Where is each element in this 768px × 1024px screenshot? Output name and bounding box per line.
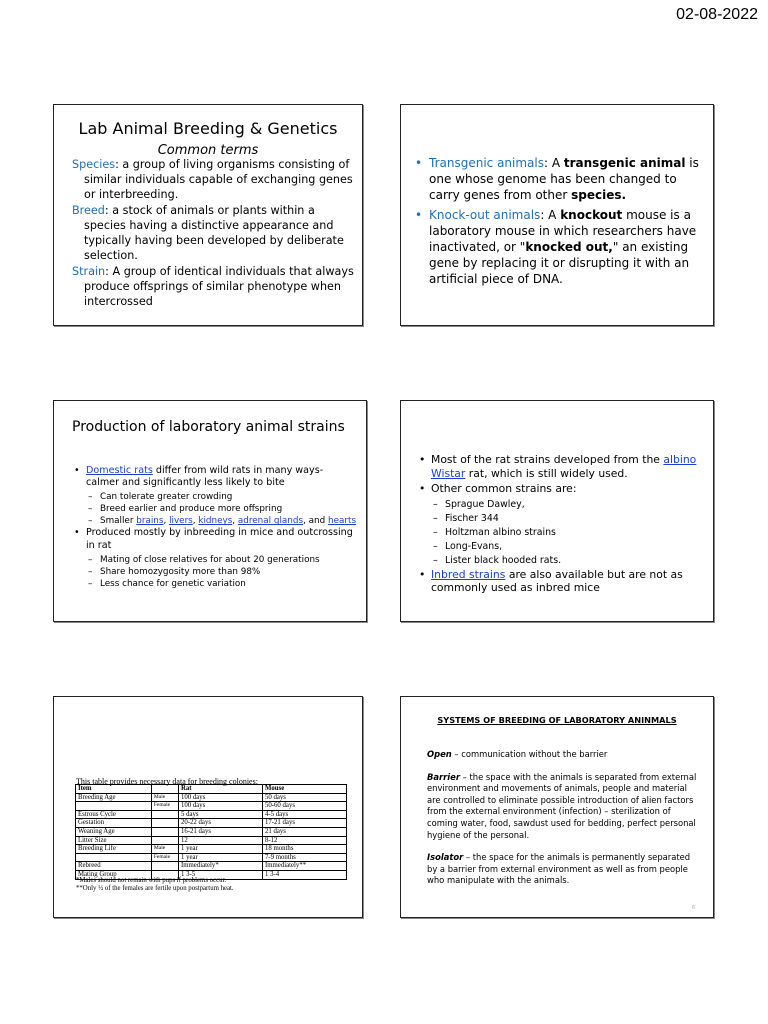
table-cell-item: Estrous Cycle — [76, 810, 152, 819]
table-cell-rat: 100 days — [178, 802, 262, 811]
system-term: Barrier — [427, 771, 460, 782]
dash-icon: – — [433, 512, 438, 524]
sub-text: Breed earlier and produce more offspring — [100, 504, 283, 515]
term-species — [72, 157, 354, 202]
bullet-text: are also available but are not as commonly used as inbred mice — [431, 567, 683, 594]
slide-subtitle: Common terms — [157, 143, 259, 158]
dash-icon: – — [433, 498, 438, 510]
bullet-wistar — [417, 453, 705, 480]
dash-icon: – — [433, 554, 438, 566]
link-kidneys[interactable]: kidneys — [198, 516, 233, 527]
sub-item — [72, 491, 358, 503]
bullet-text: Other common strains are: — [431, 482, 577, 495]
strain-name: Fischer 344 — [445, 512, 499, 524]
bullet-other-strains — [417, 482, 705, 496]
sub-text: Mating of close relatives for about 20 generations — [100, 554, 320, 565]
table-row — [76, 819, 347, 828]
dash-icon: – — [88, 554, 93, 565]
table-cell-item: Weaning Age — [76, 827, 152, 836]
sub-item — [72, 554, 358, 566]
slide-title: Production of laboratory animal strains — [72, 419, 345, 435]
document-date: 02-08-2022 — [676, 6, 758, 23]
bold-text: species. — [571, 188, 627, 202]
link-hearts[interactable]: hearts — [328, 516, 357, 527]
table-cell-mouse: 50-60 days — [262, 802, 346, 811]
slide-transgenic-knockout — [400, 104, 714, 326]
table-cell-mouse: 7-9 months — [262, 853, 346, 862]
strain-item — [417, 512, 705, 526]
breeding-data-table — [75, 784, 347, 880]
sub-text: Less chance for genetic variation — [100, 578, 246, 589]
bullet-icon: • — [419, 567, 426, 581]
text-fragment: " an existing gene by replacing it or disrupting it with an artificial piece of DNA. — [429, 240, 690, 286]
system-term: Open — [427, 749, 452, 759]
terms-list — [72, 157, 354, 310]
table-body — [76, 793, 347, 879]
link-brains[interactable]: brains — [136, 516, 164, 527]
strain-item — [417, 554, 705, 568]
system-description: – the space for the animals is permanently separated by a barrier from external environment as well as from people who manipulate with the animals. — [427, 852, 691, 886]
sub-item — [72, 578, 358, 590]
term-label: Strain — [72, 265, 106, 278]
table-cell-item: Breeding Life — [76, 845, 152, 854]
table-row — [76, 793, 347, 802]
table-cell-item — [76, 802, 152, 811]
table-cell-item: Gestation — [76, 819, 152, 828]
table-cell-rat: 5 days — [178, 810, 262, 819]
footnote: *Males should not remain with pups if problems occur. — [76, 877, 227, 884]
table-cell-item — [76, 853, 152, 862]
table-row — [76, 853, 347, 862]
table-row — [76, 862, 347, 871]
column-header: Rat — [178, 785, 262, 794]
bullet-icon: • — [419, 482, 426, 495]
sub-text: and — [308, 516, 326, 527]
link-adrenal-glands[interactable]: adrenal glands — [237, 516, 304, 527]
bullet-icon: • — [74, 527, 80, 539]
link-wistar[interactable]: Wistar — [431, 466, 466, 480]
term-label: Breed — [72, 204, 105, 217]
table-cell-sub — [151, 836, 178, 845]
strain-item — [417, 540, 705, 554]
bullet-text: Most of the rat strains developed from the — [431, 453, 664, 466]
table-cell-item: Breeding Age — [76, 793, 152, 802]
table-cell-sub: Female — [151, 853, 178, 862]
bullet-text: rat, which is still widely used. — [465, 466, 628, 480]
table-cell-rat: 16-21 days — [178, 827, 262, 836]
table-cell-mouse: 18 months — [262, 845, 346, 854]
systems-list — [427, 749, 699, 898]
system-open — [427, 749, 699, 761]
table-cell-mouse: 21 days — [262, 827, 346, 836]
bullet-text: differ from wild rats in many ways- calmer and significantly less likely to bite — [86, 465, 324, 489]
footnote: **Only ½ of the females are fertile upon postpartum heat. — [76, 885, 234, 892]
bullet-inbreeding — [72, 527, 358, 551]
link-inbred-strains[interactable]: Inbred strains — [431, 567, 506, 581]
table-cell-mouse: 50 days — [262, 793, 346, 802]
table-cell-item: Litter Size — [76, 836, 152, 845]
slide-title: SYSTEMS OF BREEDING OF LABORATORY ANINMALS — [437, 715, 677, 725]
strain-name: Holtzman albino strains — [445, 526, 556, 538]
sub-text: Share homozygosity more than 98% — [100, 566, 261, 577]
term-breed — [72, 203, 354, 263]
term-strain — [72, 264, 354, 309]
dash-icon: – — [433, 526, 438, 538]
column-header: Mouse — [262, 785, 346, 794]
table-cell-sub — [151, 862, 178, 871]
sub-item — [72, 503, 358, 515]
table-cell-mouse: 8-12 — [262, 836, 346, 845]
strain-name: Long-Evans, — [445, 540, 503, 552]
list-item-transgenic — [415, 155, 703, 203]
link-albino[interactable]: albino — [663, 453, 697, 466]
link-domestic-rats[interactable]: Domestic rats — [86, 465, 153, 476]
slide-production-strains — [53, 400, 367, 622]
text-fragment: : A — [543, 156, 564, 170]
system-barrier — [427, 772, 699, 842]
bullet-icon: • — [419, 453, 426, 466]
dash-icon: – — [88, 504, 93, 515]
column-header: Item — [76, 785, 152, 794]
bullet-list — [72, 465, 358, 590]
table-cell-sub — [151, 819, 178, 828]
bullet-domestic-rats — [72, 465, 358, 489]
table-row — [76, 845, 347, 854]
slide-rat-strains — [400, 400, 714, 622]
table-cell-rat: 20-22 days — [178, 819, 262, 828]
text-fragment: : A — [540, 208, 561, 222]
column-header-sub — [151, 785, 178, 794]
table-cell-rat: Immediately* — [178, 862, 262, 871]
definition-list — [415, 155, 703, 291]
text-fragment: is one whose genome has been changed to carry genes from other — [429, 156, 699, 202]
system-description: – the space with the animals is separated from external environment and movements of animals, people and material are controlled to eliminate possible introduction of alien factors from the external environment (infection) – sterilization of coming water, food, sawdust used for bedding, perfect personal hygiene of the personal. — [427, 771, 697, 840]
link-livers[interactable]: livers — [169, 516, 193, 527]
table-header-row — [76, 785, 347, 794]
table-row — [76, 802, 347, 811]
table-cell-rat: 1 year — [178, 853, 262, 862]
bullet-text: Produced mostly by inbreeding in mice and outcrossing in rat — [86, 527, 353, 551]
table-cell-item: Rebreed — [76, 862, 152, 871]
table-row — [76, 836, 347, 845]
term-definition: : A group of identical individuals that always produce offsprings of similar phenotype when intercrossed — [84, 265, 354, 308]
sub-item — [72, 566, 358, 578]
system-term: Isolator — [427, 852, 464, 863]
term-label: Transgenic animals — [429, 156, 544, 170]
system-description: – communication without the barrier — [451, 749, 608, 759]
sub-text: Can tolerate greater crowding — [100, 492, 233, 503]
table-caption: This table provides necessary data for breeding colonies: — [76, 777, 258, 786]
table-cell-mouse: 4-5 days — [262, 810, 346, 819]
strain-item — [417, 526, 705, 540]
strain-name: Lister black hooded rats. — [445, 554, 562, 566]
term-label: Species — [72, 158, 116, 171]
list-item-knockout — [415, 207, 703, 287]
slide-breeding-table — [53, 696, 363, 918]
dash-icon: – — [88, 566, 93, 577]
table-cell-rat: 12 — [178, 836, 262, 845]
dash-icon: – — [433, 540, 438, 552]
table-cell-mouse: 17-21 days — [262, 819, 346, 828]
table-cell-rat: 100 days — [178, 793, 262, 802]
bullet-inbred — [417, 568, 705, 595]
bullet-icon: • — [74, 465, 80, 476]
strain-name: Sprague Dawley, — [445, 498, 525, 510]
table-cell-mouse: Immediately** — [262, 862, 346, 871]
table-row — [76, 827, 347, 836]
slide-common-terms — [53, 104, 363, 326]
term-label: Knock-out animals — [429, 208, 541, 222]
table-notes — [76, 877, 234, 893]
strain-item — [417, 498, 705, 512]
table-cell-mouse: 1 3-4 — [262, 870, 346, 879]
page-number: 6 — [691, 905, 695, 911]
table-cell-rat: 1 3-5 — [178, 870, 262, 879]
term-definition: : a stock of animals or plants within a species having a distinctive appearance and typically having been developed by deliberate selection. — [84, 204, 344, 262]
table-cell-sub — [151, 810, 178, 819]
table-cell-sub: Male — [151, 793, 178, 802]
bold-text: knocked out, — [525, 240, 613, 254]
system-isolator — [427, 852, 699, 887]
table-cell-sub — [151, 827, 178, 836]
table-cell-rat: 1 year — [178, 845, 262, 854]
table-cell-item: Mating Group — [76, 870, 152, 879]
dash-icon: – — [88, 516, 93, 527]
sub-text: Smaller — [100, 516, 137, 527]
term-definition: : a group of living organisms consisting of similar individuals capable of exchanging genes or interbreeding. — [84, 158, 353, 201]
table-cell-sub: Female — [151, 802, 178, 811]
sub-item-organs: – Smaller brains, livers, kidneys, adrenal glands, and hearts — [88, 516, 357, 527]
table-cell-sub: Male — [151, 845, 178, 854]
bold-text: transgenic animal — [563, 156, 686, 170]
slide-title: Lab Animal Breeding & Genetics — [78, 119, 338, 138]
table-row — [76, 810, 347, 819]
dash-icon: – — [88, 578, 93, 589]
bullet-list — [417, 453, 705, 597]
dash-icon: – — [88, 492, 93, 503]
bold-text: knockout — [560, 208, 623, 222]
text-fragment: mouse is a laboratory mouse in which researchers have inactivated, or " — [429, 208, 697, 254]
slide-breeding-systems — [400, 696, 714, 918]
